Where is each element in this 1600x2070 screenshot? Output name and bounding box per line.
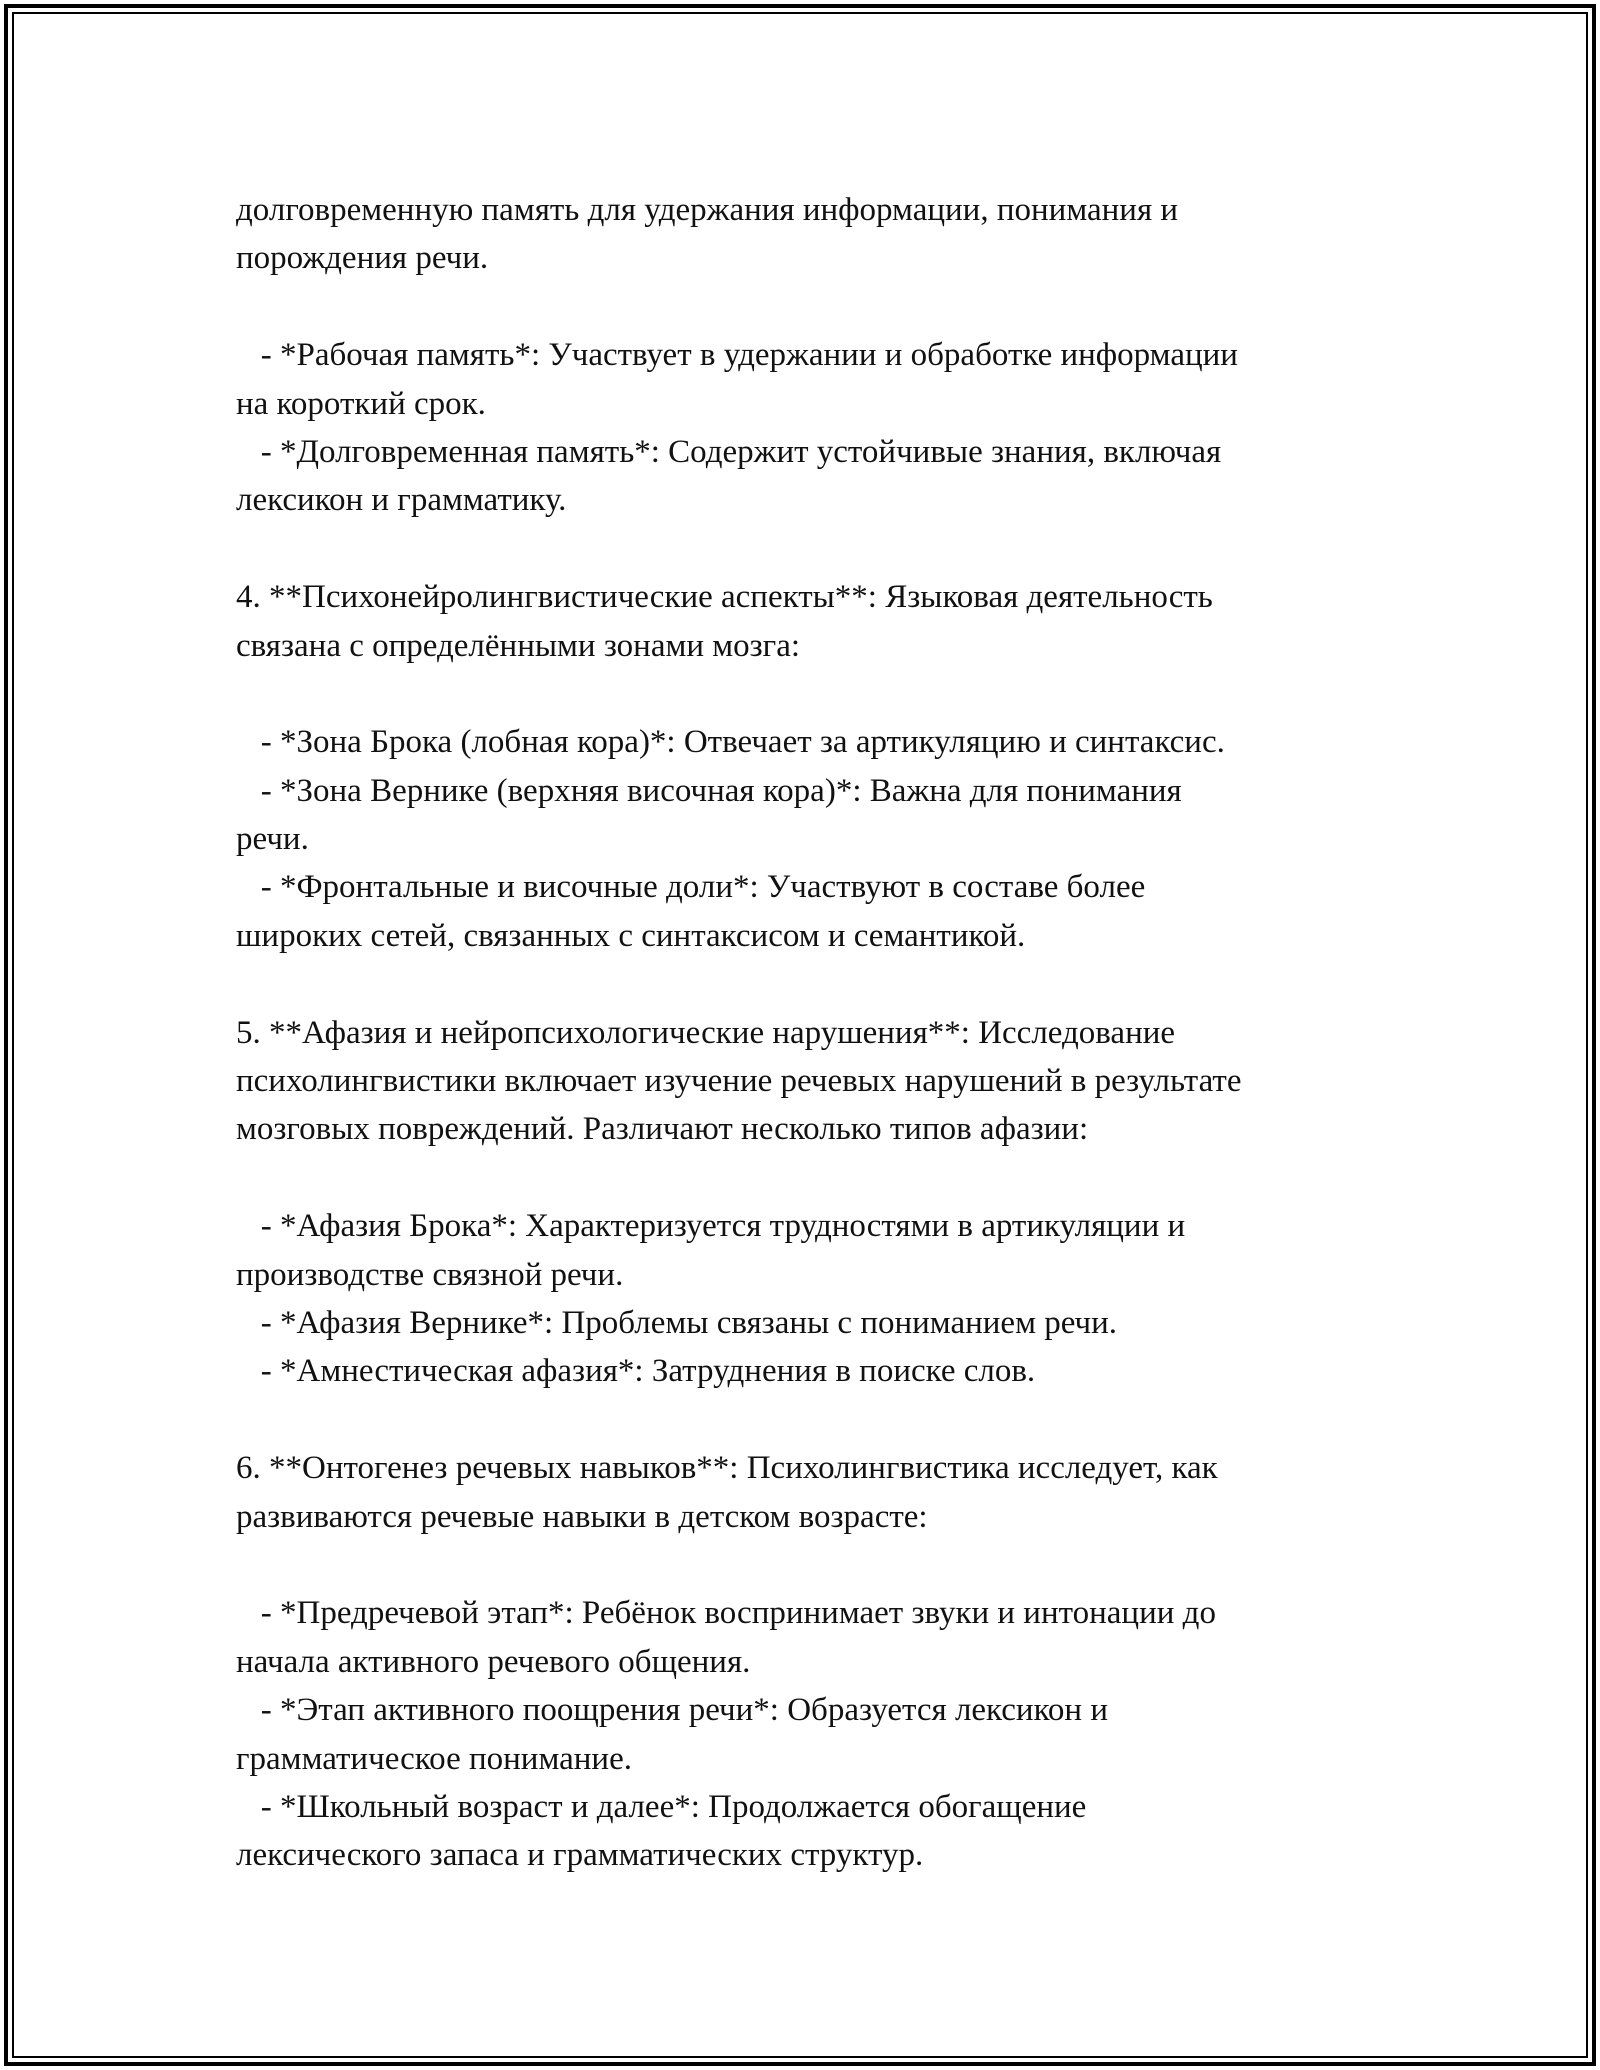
section-heading-line: 6. **Онтогенез речевых навыков**: Психолингвистика исследует, как (236, 1450, 1218, 1487)
list-item-line: - *Зона Вернике (верхняя височная кора)*: Важна для понимания (236, 772, 1182, 809)
text-line: лексического запаса и грамматических структур. (236, 1837, 924, 1874)
list-item-line: - *Предречевой этап*: Ребёнок воспринимает звуки и интонации до (236, 1595, 1216, 1632)
text-line: на короткий срок. (236, 385, 486, 422)
text-line: развиваются речевые навыки в детском возрасте: (236, 1498, 928, 1535)
text-line: порождения речи. (236, 240, 489, 277)
text-line: психолингвистики включает изучение речевых нарушений в результате (236, 1063, 1242, 1100)
list-item-line: - *Рабочая память*: Участвует в удержании и обработке информации (236, 337, 1238, 374)
text-line: грамматическое понимание. (236, 1740, 632, 1777)
blank-line (236, 525, 1376, 573)
list-item-line: - *Зона Брока (лобная кора)*: Отвечает за артикуляцию и синтаксис. (236, 724, 1225, 761)
list-item-line: - *Фронтальные и височные доли*: Участвуют в составе более (236, 869, 1146, 906)
text-line: широких сетей, связанных с синтаксисом и семантикой. (236, 917, 1026, 954)
text-line: лексикон и грамматику. (236, 482, 567, 519)
blank-line (236, 1154, 1376, 1202)
blank-line (236, 670, 1376, 718)
list-item-line: - *Долговременная память*: Содержит устойчивые знания, включая (236, 433, 1222, 470)
list-item-line: - *Афазия Вернике*: Проблемы связаны с пониманием речи. (236, 1304, 1118, 1341)
text-line: связана с определёнными зонами мозга: (236, 627, 801, 664)
text-line: начала активного речевого общения. (236, 1643, 751, 1680)
blank-line (236, 960, 1376, 1008)
text-line: мозговых повреждений. Различают несколько типов афазии: (236, 1111, 1089, 1148)
blank-line (236, 1541, 1376, 1589)
blank-line (236, 283, 1376, 331)
list-item-line: - *Афазия Брока*: Характеризуется трудностями в артикуляции и (236, 1208, 1186, 1245)
list-item-line: - *Школьный возраст и далее*: Продолжается обогащение (236, 1788, 1087, 1825)
list-item-line: - *Амнестическая афазия*: Затруднения в поиске слов. (236, 1353, 1036, 1390)
section-heading-line: 4. **Психонейролингвистические аспекты**: Языковая деятельность (236, 579, 1213, 616)
document-body (236, 186, 1376, 1880)
list-item-line: - *Этап активного поощрения речи*: Образуется лексикон и (236, 1692, 1109, 1729)
text-line: производстве связной речи. (236, 1256, 624, 1293)
section-heading-line: 5. **Афазия и нейропсихологические нарушения**: Исследование (236, 1014, 1176, 1051)
text-line: речи. (236, 821, 309, 858)
blank-line (236, 1396, 1376, 1444)
text-line: долговременную память для удержания информации, понимания и (236, 192, 1179, 228)
